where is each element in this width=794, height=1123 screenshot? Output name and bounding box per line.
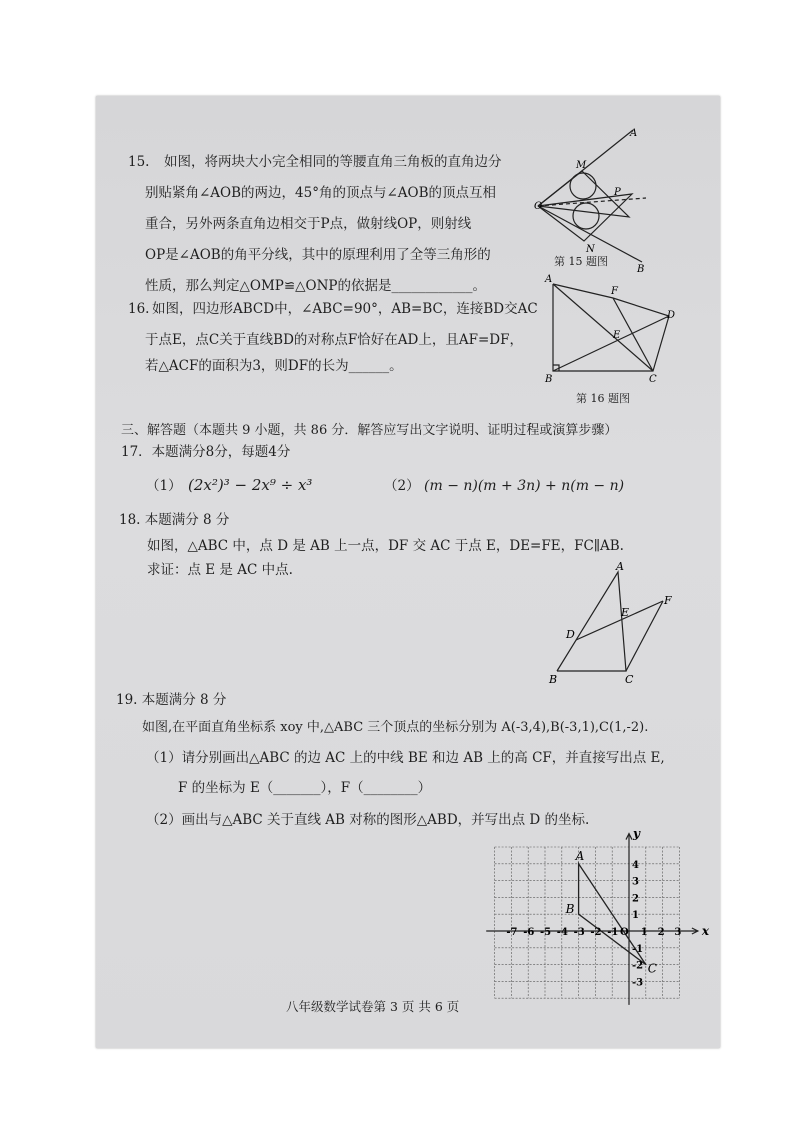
q16-label-c: C: [649, 374, 657, 385]
x-tick-label: 3: [674, 927, 682, 938]
q19-line-3: F 的坐标为 E（_______），F（________）: [178, 780, 432, 796]
q16-line-2: 于点E，点C关于直线BD的对称点F恰好在AD上，且AF=DF，: [145, 332, 523, 348]
q15-label-m: M: [576, 160, 587, 171]
x-tick-label: -7: [506, 927, 518, 938]
q16-line-3: 若△ACF的面积为3，则DF的长为______。: [145, 358, 403, 374]
q18-label-e: E: [621, 606, 630, 619]
q18-label-f: F: [664, 594, 672, 607]
x-tick-label: -6: [523, 927, 535, 938]
q15-label-o: O: [534, 201, 543, 212]
q18-label-d: D: [566, 628, 575, 641]
q16-label-a: A: [545, 274, 553, 285]
q17-part2-label: （2）: [384, 478, 420, 494]
q16-label-f: F: [611, 286, 618, 297]
y-tick-label: -1: [632, 943, 644, 955]
q15-caption: 第 15 题图: [554, 255, 608, 268]
x-tick-label: -1: [607, 927, 619, 938]
x-tick-label: -3: [573, 927, 585, 938]
q19-label-a: A: [575, 848, 585, 863]
q17-expression-1: (2x²)³ − 2x⁹ ÷ x³: [188, 476, 313, 494]
q15-label-a: A: [630, 128, 638, 139]
x-tick-label: -5: [540, 927, 552, 938]
y-tick-label: 2: [632, 893, 639, 905]
q16-number: 16.: [128, 301, 150, 317]
q19-coordinate-grid: [492, 826, 710, 1004]
q16-label-d: D: [667, 310, 676, 321]
y-tick-label: -3: [632, 977, 644, 989]
q15-line-5: 性质，那么判定△OMP≌△ONP的依据是____________。: [145, 278, 487, 294]
q19-title: 19. 本题满分 8 分: [116, 692, 227, 708]
y-tick-label: 1: [632, 910, 639, 922]
q16-label-e: E: [613, 330, 621, 341]
page-footer: 八年级数学试卷第 3 页 共 6 页: [286, 999, 460, 1014]
q15-number: 15.: [128, 154, 150, 170]
q19-label-b: B: [565, 902, 575, 917]
q19-line-4: （2）画出与△ABC 关于直线 AB 对称的图形△ABD，并写出点 D 的坐标.: [146, 812, 590, 828]
y-tick-label: 3: [632, 876, 639, 888]
x-axis-label: x: [701, 924, 710, 938]
y-tick-label: -2: [632, 960, 644, 972]
exam-page: [96, 96, 720, 1048]
q18-title: 18. 本题满分 8 分: [119, 512, 230, 528]
q17-expression-2: (m − n)(m + 3n) + n(m − n): [424, 478, 625, 494]
q16-figure: [541, 274, 681, 389]
q15-line-2: 别贴紧角∠AOB的两边，45°角的顶点与∠AOB的顶点互相: [145, 185, 497, 201]
origin-label: O: [620, 927, 629, 938]
q15-label-n: N: [586, 244, 595, 255]
q18-label-a: A: [616, 560, 624, 573]
q17-title: 17．本题满分8分，每题4分: [121, 444, 291, 460]
q15-label-p: P: [614, 187, 621, 198]
q15-label-b: B: [637, 264, 645, 275]
x-tick-label: -2: [590, 927, 602, 938]
q19-line-2: （1）请分别画出△ABC 的边 AC 上的中线 BE 和边 AB 上的高 CF，并直接写出点 E,: [146, 750, 665, 766]
section-3-header: 三、解答题（本题共 9 小题，共 86 分．解答应写出文字说明、证明过程或演算步骤）: [121, 423, 618, 438]
q18-label-c: C: [625, 673, 634, 686]
q18-line-2: 求证：点 E 是 AC 中点.: [147, 562, 293, 578]
q15-line-1: 如图，将两块大小完全相同的等腰直角三角板的直角边分: [164, 154, 502, 170]
q15-figure: [534, 124, 654, 274]
x-tick-label: 1: [640, 927, 648, 938]
q15-line-4: OP是∠AOB的角平分线，其中的原理利用了全等三角形的: [145, 247, 491, 263]
q17-part1-label: （1）: [146, 478, 182, 494]
x-tick-label: 2: [657, 927, 665, 938]
q15-line-3: 重合，另外两条直角边相交于P点，做射线OP，则射线: [145, 216, 472, 232]
q16-caption: 第 16 题图: [576, 392, 630, 405]
q19-label-c: C: [647, 961, 657, 976]
q19-line-1: 如图,在平面直角坐标系 xoy 中,△ABC 三个顶点的坐标分别为 A(-3,4),B(-3,1),C(1,-2).: [142, 720, 649, 735]
q18-figure: [541, 558, 681, 688]
q16-label-b: B: [545, 374, 553, 385]
y-axis-label: y: [633, 826, 640, 841]
x-tick-label: -4: [556, 927, 568, 938]
y-tick-label: 4: [632, 859, 639, 871]
q18-line-1: 如图，△ABC 中，点 D 是 AB 上一点，DF 交 AC 于点 E，DE=FE，FC∥AB.: [147, 538, 624, 554]
q16-line-1: 如图，四边形ABCD中，∠ABC=90°，AB=BC，连接BD交AC: [152, 301, 538, 317]
q18-label-b: B: [549, 673, 558, 686]
